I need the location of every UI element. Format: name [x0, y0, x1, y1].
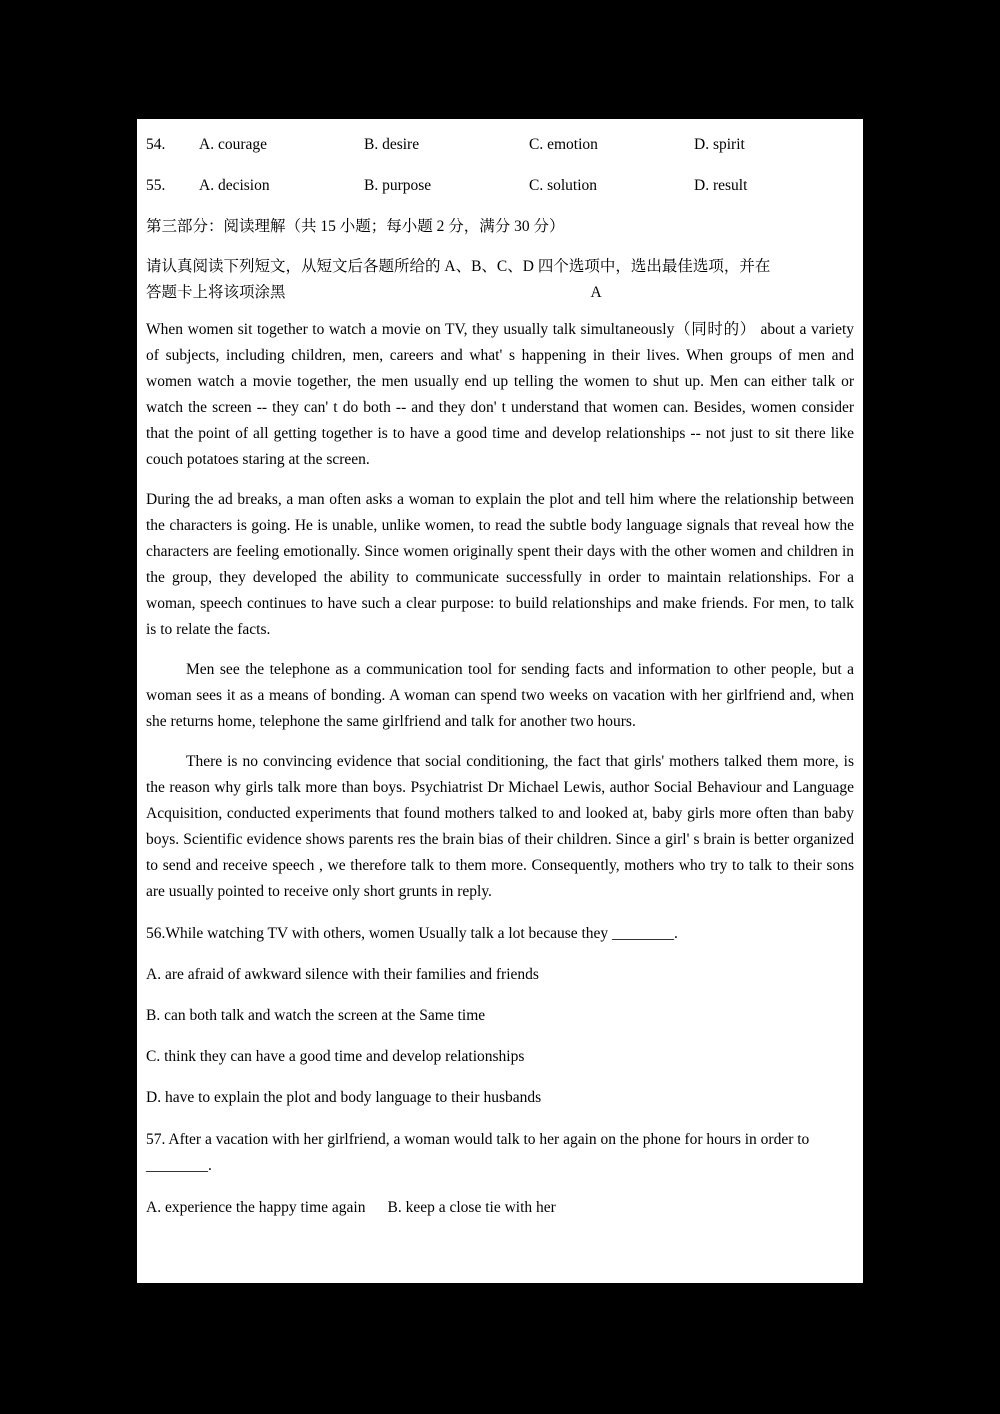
question-57-option-b: B. keep a close tie with her: [387, 1199, 556, 1216]
question-56-stem: 56.While watching TV with others, women Usually talk a lot because they ________.: [146, 925, 678, 942]
option-c: C. emotion: [529, 136, 598, 153]
question-number: 54.: [146, 136, 166, 153]
mc-row-54: [146, 132, 854, 158]
option-b: B. desire: [364, 136, 420, 153]
section-header: 第三部分：阅读理解（共 15 小题；每小题 2 分，满分 30 分）: [146, 218, 565, 235]
option-d: D. result: [694, 177, 748, 194]
passage-label: A: [590, 284, 602, 301]
option-a: A. decision: [199, 177, 270, 194]
instructions-line-1: 请认真阅读下列短文，从短文后各题所给的 A、B、C、D 四个选项中，选出最佳选项，并在: [146, 258, 771, 275]
question-57-stem: 57. After a vacation with her girlfriend, a woman would talk to her again on the phone for hours in order to ________.: [146, 1131, 810, 1174]
exam-page: [137, 119, 863, 1283]
passage-paragraph-4: There is no convincing evidence that social conditioning, the fact that girls' mothers talked them more, is the reason why girls talk more than boys. Psychiatrist Dr Michael Lewis, author Social Behaviour and Language Acquisition, conducted experiments that found mothers talked to and looked at, baby girls more often than baby boys. Scientific evidence shows parents res the brain bias of their children. Since a girl' s brain is better organized to send and receive speech , we therefore talk to them more. Consequently, mothers who try to talk to their sons are usually pointed to receive only short grunts in reply.: [146, 753, 854, 900]
question-57-option-a: A. experience the happy time again: [146, 1199, 366, 1216]
instructions-line-2-text: 答题卡上将该项涂黑: [146, 284, 286, 301]
question-56-option-c: C. think they can have a good time and develop relationships: [146, 1048, 525, 1065]
passage-paragraph-2: During the ad breaks, a man often asks a woman to explain the plot and tell him where the relationship between the characters is going. He is unable, unlike women, to read the subtle body language signals that reveal how the characters are feeling emotionally. Since women originally spent their days with the other women and children in the group, they developed the ability to communicate successfully in order to maintain relationships. For a woman, speech continues to have such a clear purpose: to build relationships and make friends. For men, to talk is to relate the facts.: [146, 491, 854, 638]
option-a: A. courage: [199, 136, 267, 153]
passage-paragraph-3: Men see the telephone as a communication tool for sending facts and information to other people, but a woman sees it as a means of bonding. A woman can spend two weeks on vacation with her girlfriend and, when she returns home, telephone the same girlfriend and talk for another two hours.: [146, 661, 854, 730]
passage-paragraph-1: When women sit together to watch a movie on TV, they usually talk simultaneously（同时的） about a variety of subjects, including children, men, careers and what' s happening in their lives. When groups of men and women watch a movie together, the men usually end up telling the women to shut up. Men can either talk or watch the screen -- they can' t do both -- and they don' t understand that women can. Besides, women consider that the point of all getting together is to have a good time and develop relationships -- not just to sit there like couch potatoes staring at the screen.: [146, 321, 854, 468]
option-b: B. purpose: [364, 177, 432, 194]
question-56-option-b: B. can both talk and watch the screen at the Same time: [146, 1007, 486, 1024]
question-56-option-d: D. have to explain the plot and body language to their husbands: [146, 1089, 542, 1106]
question-57-options: [146, 1195, 854, 1221]
question-number: 55.: [146, 177, 166, 194]
mc-row-55: [146, 173, 854, 199]
option-d: D. spirit: [694, 136, 745, 153]
option-c: C. solution: [529, 177, 598, 194]
question-56-option-a: A. are afraid of awkward silence with their families and friends: [146, 966, 539, 983]
instructions-line-2: [146, 280, 854, 306]
